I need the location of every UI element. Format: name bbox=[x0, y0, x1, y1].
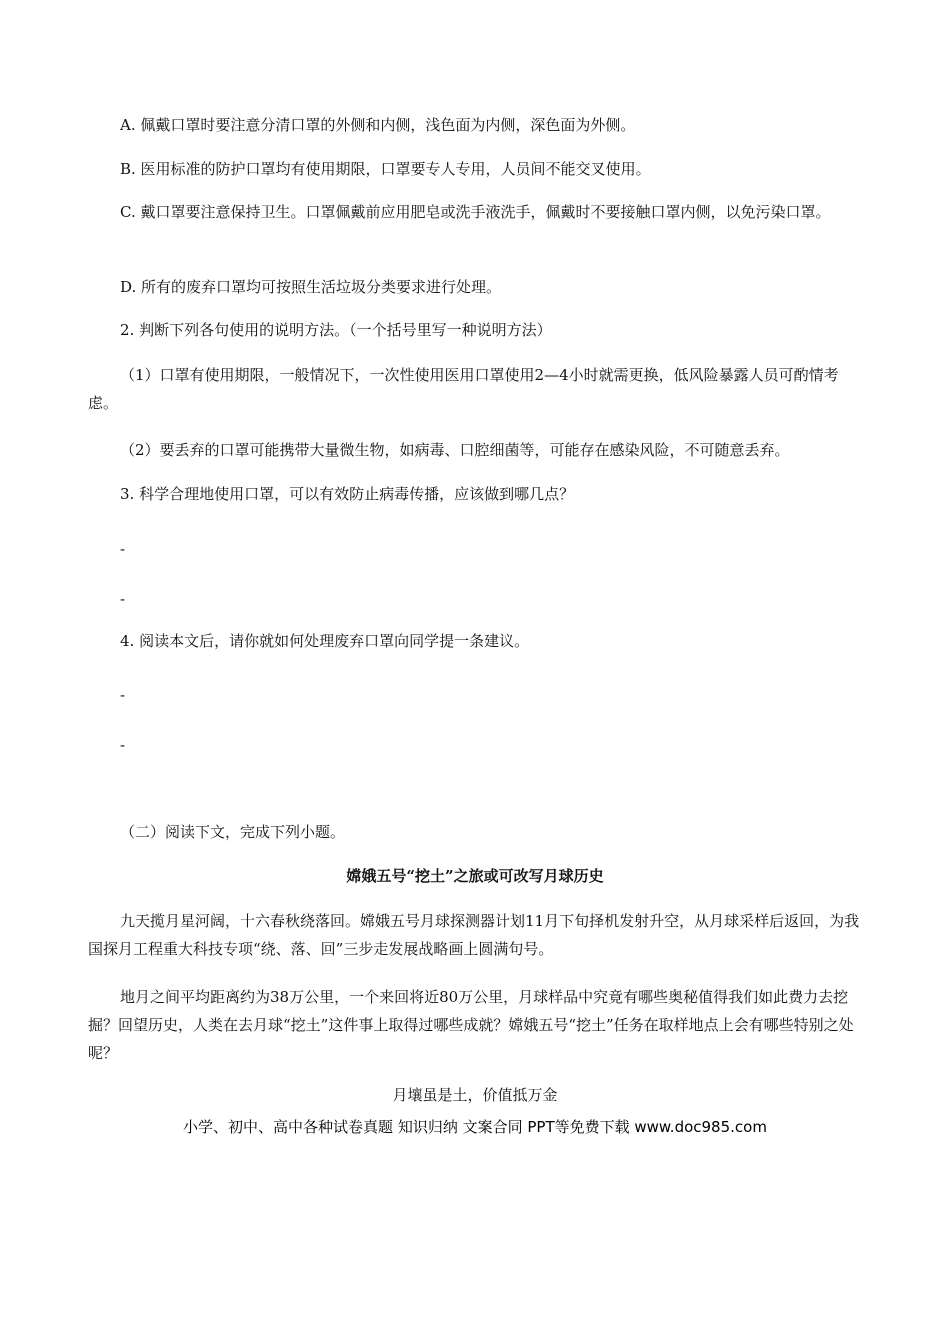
question-2-item-1: （1）口罩有使用期限，一般情况下，一次性使用医用口罩使用2—4小时就需更换，低风险暴露人员可酌情考虑。 bbox=[88, 366, 839, 412]
footer-banner: 小学、初中、高中各种试卷真题 知识归纳 文案合同 PPT等免费下载 www.doc985.com bbox=[183, 1118, 767, 1136]
answer-blank: - bbox=[120, 736, 126, 754]
option-b: B. 医用标准的防护口罩均有使用期限，口罩要专人专用，人员间不能交叉使用。 bbox=[120, 160, 651, 178]
option-c: C. 戴口罩要注意保持卫生。口罩佩戴前应用肥皂或洗手液洗手，佩戴时不要接触口罩内侧，以免污染口罩。 bbox=[120, 203, 831, 221]
answer-blank: - bbox=[120, 540, 126, 558]
answer-blank: - bbox=[120, 686, 126, 704]
question-4-prompt: 4. 阅读本文后，请你就如何处理废弃口罩向同学提一条建议。 bbox=[120, 632, 530, 650]
option-a: A. 佩戴口罩时要注意分清口罩的外侧和内侧，浅色面为内侧，深色面为外侧。 bbox=[120, 116, 636, 134]
question-2-item-2: （2）要丢弃的口罩可能携带大量微生物，如病毒、口腔细菌等，可能存在感染风险，不可随意丢弃。 bbox=[120, 441, 790, 459]
section-heading: （二）阅读下文，完成下列小题。 bbox=[120, 823, 346, 841]
article-subtitle: 月壤虽是土，价值抵万金 bbox=[392, 1086, 558, 1104]
option-d: D. 所有的废弃口罩均可按照生活垃圾分类要求进行处理。 bbox=[120, 278, 502, 296]
question-2-prompt: 2. 判断下列各句使用的说明方法。（一个括号里写一种说明方法） bbox=[120, 321, 552, 339]
answer-blank: - bbox=[120, 590, 126, 608]
question-3-prompt: 3. 科学合理地使用口罩，可以有效防止病毒传播，应该做到哪几点？ bbox=[120, 485, 575, 503]
article-title: 嫦娥五号“挖土”之旅或可改写月球历史 bbox=[346, 867, 604, 885]
article-paragraph: 地月之间平均距离约为38万公里，一个来回将近80万公里，月球样品中究竟有哪些奥秘值得我们如此费力去挖掘？回望历史，人类在去月球“挖土”这件事上取得过哪些成就？嫦娥五号“挖土”任务在取样地点上会有哪些特别之处呢？ bbox=[88, 988, 854, 1062]
article-paragraph: 九天揽月星河阔，十六春秋绕落回。嫦娥五号月球探测器计划11月下旬择机发射升空，从月球采样后返回，为我国探月工程重大科技专项“绕、落、回”三步走发展战略画上圆满句号。 bbox=[88, 912, 860, 958]
